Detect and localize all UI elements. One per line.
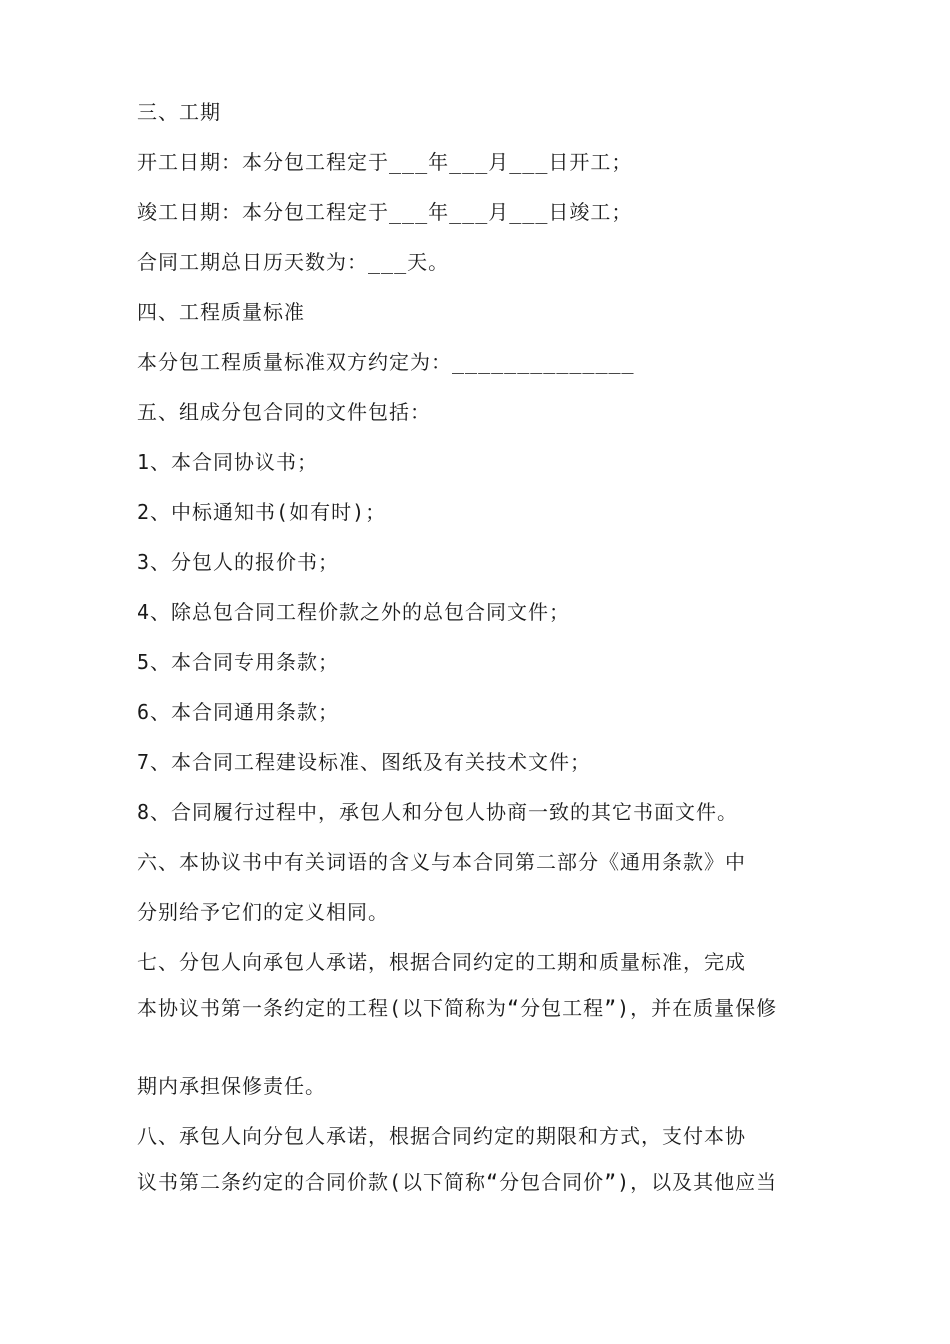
document-list-item: 4、除总包合同工程价款之外的总包合同文件； xyxy=(137,600,571,624)
section-heading-documents: 五、组成分包合同的文件包括： xyxy=(137,400,431,424)
section-heading-quality: 四、工程质量标准 xyxy=(137,300,305,324)
quality-standard-line: 本分包工程质量标准双方约定为：______________ xyxy=(137,350,635,374)
section-eight-line: 议书第二条约定的合同价款(以下简称“分包合同价”)，以及其他应当 xyxy=(137,1170,778,1194)
document-list-item: 1、本合同协议书； xyxy=(137,450,319,474)
document-list-item: 5、本合同专用条款； xyxy=(137,650,340,674)
document-list-item: 2、中标通知书(如有时)； xyxy=(137,500,387,524)
section-seven-line: 本协议书第一条约定的工程(以下简称为“分包工程”)，并在质量保修 xyxy=(137,996,778,1020)
section-eight-line: 八、承包人向分包人承诺，根据合同约定的期限和方式，支付本协 xyxy=(137,1124,746,1148)
document-list-item: 8、合同履行过程中，承包人和分包人协商一致的其它书面文件。 xyxy=(137,800,739,824)
section-seven-line: 七、分包人向承包人承诺，根据合同约定的工期和质量标准，完成 xyxy=(137,950,746,974)
document-list-item: 3、分包人的报价书； xyxy=(137,550,340,574)
completion-date-line: 竣工日期：本分包工程定于___年___月___日竣工； xyxy=(137,200,633,224)
document-list-item: 6、本合同通用条款； xyxy=(137,700,340,724)
section-heading-schedule: 三、工期 xyxy=(137,100,221,124)
section-seven-line: 期内承担保修责任。 xyxy=(137,1074,326,1098)
total-days-line: 合同工期总日历天数为：___天。 xyxy=(137,250,450,274)
start-date-line: 开工日期：本分包工程定于___年___月___日开工； xyxy=(137,150,633,174)
section-six-line: 分别给予它们的定义相同。 xyxy=(137,900,389,924)
document-list-item: 7、本合同工程建设标准、图纸及有关技术文件； xyxy=(137,750,592,774)
section-six-line: 六、本协议书中有关词语的含义与本合同第二部分《通用条款》中 xyxy=(137,850,746,874)
